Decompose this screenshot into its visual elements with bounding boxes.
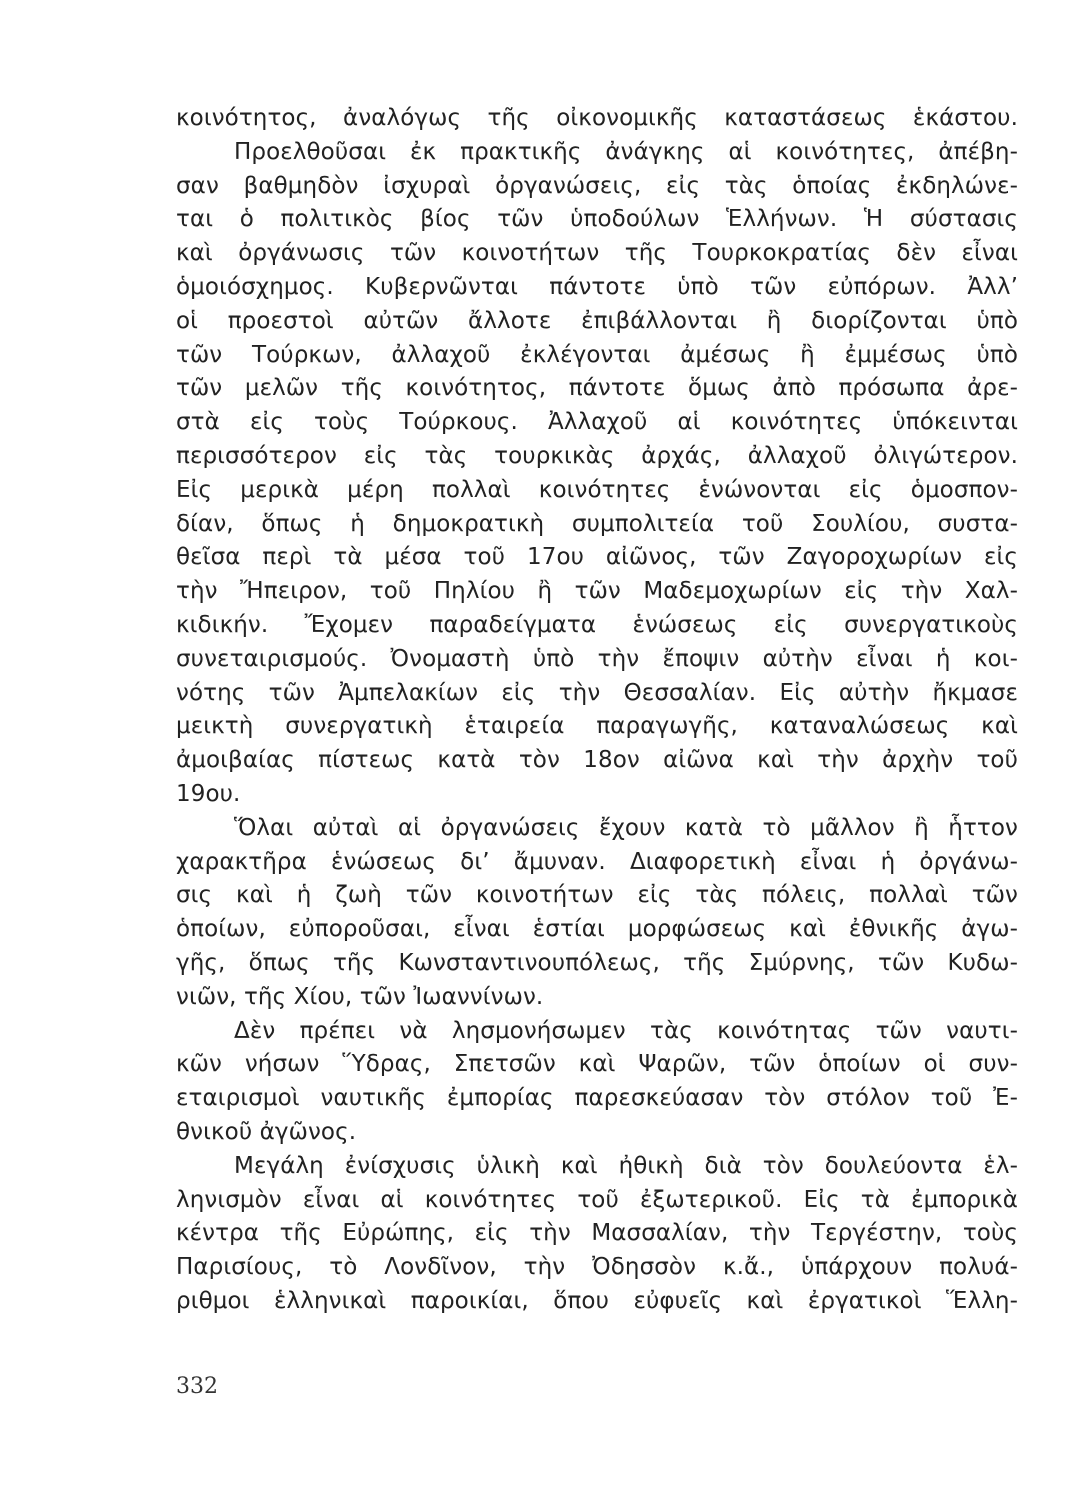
text-line: κοινότητος, ἀναλόγως τῆς οἰκονομικῆς καταστάσεως ἑκάστου.: [176, 105, 1018, 131]
text-line: ται ὁ πολιτικὸς βίος τῶν ὑποδούλων Ἑλλήνων. Ἡ σύστασις: [176, 206, 1018, 233]
text-line: Εἰς μερικὰ μέρη πολλαὶ κοινότητες ἑνώνονται εἰς ὁμοσπον-: [176, 476, 1018, 503]
text-line: στὰ εἰς τοὺς Τούρκους. Ἀλλαχοῦ αἱ κοινότητες ὑπόκεινται: [176, 409, 1018, 436]
text-line: καὶ ὀργάνωσις τῶν κοινοτήτων τῆς Τουρκοκρατίας δὲν εἶναι: [176, 240, 1018, 267]
text-line: κιδικήν. Ἔχομεν παραδείγματα ἑνώσεως εἰς συνεργατικοὺς: [176, 611, 1018, 638]
text-line: σαν βαθμηδὸν ἰσχυραὶ ὀργανώσεις, εἰς τὰς ὁποίας ἐκδηλώνε-: [176, 172, 1018, 199]
text-line: θεῖσα περὶ τὰ μέσα τοῦ 17ου αἰῶνος, τῶν Ζαγοροχωρίων εἰς: [176, 544, 1018, 571]
text-line: τῶν μελῶν τῆς κοινότητος, πάντοτε ὅμως ἀπὸ πρόσωπα ἀρε-: [176, 375, 1018, 402]
text-line: συνεταιρισμούς. Ὀνομαστὴ ὑπὸ τὴν ἔποψιν αὐτὴν εἶναι ἡ κοι-: [176, 645, 1018, 672]
text-line: Προελθοῦσαι ἐκ πρακτικῆς ἀνάγκης αἱ κοινότητες, ἀπέβη-: [234, 138, 1018, 165]
text-line: Μεγάλη ἐνίσχυσις ὑλικὴ καὶ ἠθικὴ διὰ τὸν δουλεύοντα ἑλ-: [234, 1152, 1018, 1179]
text-line: γῆς, ὅπως τῆς Κωνσταντινουπόλεως, τῆς Σμύρνης, τῶν Κυδω-: [176, 949, 1018, 976]
text-line: οἱ προεστοὶ αὐτῶν ἄλλοτε ἐπιβάλλονται ἢ διορίζονται ὑπὸ: [176, 307, 1018, 334]
text-line: ληνισμὸν εἶναι αἱ κοινότητες τοῦ ἐξωτερικοῦ. Εἰς τὰ ἐμπορικὰ: [176, 1186, 1018, 1213]
text-line: τῶν Τούρκων, ἀλλαχοῦ ἐκλέγονται ἀμέσως ἢ ἐμμέσως ὑπὸ: [176, 341, 1018, 368]
text-line: τὴν Ἤπειρον, τοῦ Πηλίου ἢ τῶν Μαδεμοχωρίων εἰς τὴν Χαλ-: [176, 578, 1018, 605]
text-line: σις καὶ ἡ ζωὴ τῶν κοινοτήτων εἰς τὰς πόλεις, πολλαὶ τῶν: [176, 882, 1018, 909]
text-line: μεικτὴ συνεργατικὴ ἑταιρεία παραγωγῆς, καταναλώσεως καὶ: [176, 713, 1018, 740]
text-line: κῶν νήσων Ὕδρας, Σπετσῶν καὶ Ψαρῶν, τῶν ὁποίων οἱ συν-: [176, 1051, 1018, 1078]
text-line: δίαν, ὅπως ἡ δημοκρατικὴ συμπολιτεία τοῦ Σουλίου, συστα-: [176, 510, 1018, 537]
text-line: ριθμοι ἑλληνικαὶ παροικίαι, ὅπου εὐφυεῖς καὶ ἐργατικοὶ Ἕλλη-: [176, 1287, 1018, 1314]
text-line: Παρισίους, τὸ Λονδῖνον, τὴν Ὀδησσὸν κ.ἄ., ὑπάρχουν πολυά-: [176, 1254, 1018, 1281]
text-line: εταιρισμοὶ ναυτικῆς ἐμπορίας παρεσκεύασαν τὸν στόλον τοῦ Ἐ-: [176, 1085, 1018, 1112]
text-line: ἀμοιβαίας πίστεως κατὰ τὸν 18ον αἰῶνα καὶ τὴν ἀρχὴν τοῦ: [176, 747, 1018, 774]
text-line: περισσότερον εἰς τὰς τουρκικὰς ἀρχάς, ἀλλαχοῦ ὀλιγώτερον.: [176, 442, 1018, 469]
text-line: θνικοῦ ἀγῶνος.: [176, 1118, 357, 1145]
text-line: 19ου.: [176, 780, 241, 807]
text-line: ὁμοιόσχημος. Κυβερνῶνται πάντοτε ὑπὸ τῶν εὐπόρων. Ἀλλ’: [176, 273, 1018, 300]
text-line: κέντρα τῆς Εὐρώπης, εἰς τὴν Μασσαλίαν, τὴν Τεργέστην, τοὺς: [176, 1220, 1018, 1247]
text-line: νιῶν, τῆς Χίου, τῶν Ἰωαννίνων.: [176, 983, 544, 1010]
body-text: [176, 102, 1018, 1319]
text-line: Ὅλαι αὐταὶ αἱ ὀργανώσεις ἔχουν κατὰ τὸ μᾶλλον ἢ ἧττον: [234, 814, 1018, 841]
text-line: Δὲν πρέπει νὰ λησμονήσωμεν τὰς κοινότητας τῶν ναυτι-: [234, 1017, 1018, 1044]
text-line: νότης τῶν Ἀμπελακίων εἰς τὴν Θεσσαλίαν. Εἰς αὐτὴν ἤκμασε: [176, 679, 1018, 706]
text-line: ὁποίων, εὐποροῦσαι, εἶναι ἑστίαι μορφώσεως καὶ ἐθνικῆς ἀγω-: [176, 916, 1018, 943]
text-line: χαρακτῆρα ἑνώσεως δι’ ἄμυναν. Διαφορετικὴ εἶναι ἡ ὀργάνω-: [176, 848, 1018, 875]
page-number: 332: [176, 1374, 218, 1399]
